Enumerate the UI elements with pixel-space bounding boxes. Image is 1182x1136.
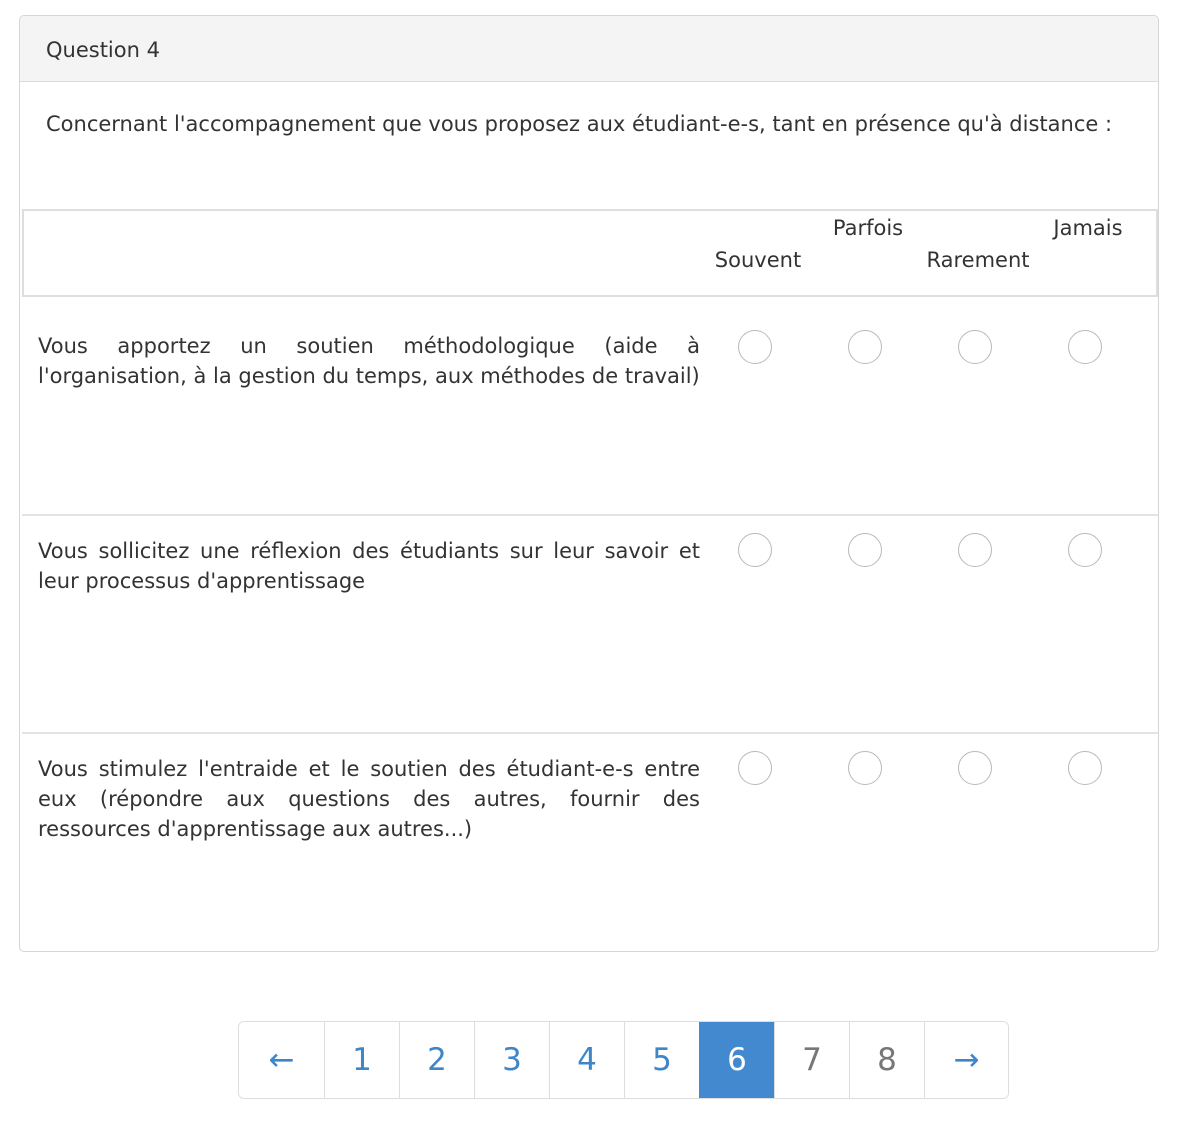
pagination [238,1021,1009,1099]
row-label: Vous sollicitez une réflexion des étudiants sur leur savoir et leur processus d'apprentissage [38,539,700,593]
page-8-button[interactable]: 8 [849,1022,924,1098]
page-5-button[interactable]: 5 [624,1022,699,1098]
column-label-rarement: Rarement [926,248,1030,272]
radio-jamais[interactable] [1068,751,1102,785]
question-panel [19,15,1159,952]
page-2-button[interactable]: 2 [399,1022,474,1098]
question-title: Question 4 [46,38,160,62]
table-row [22,732,1158,951]
table-row [22,297,1158,516]
prev-page-button[interactable]: ← [239,1022,324,1098]
question-intro: Concernant l'accompagnement que vous proposez aux étudiant-e-s, tant en présence qu'à distance : [46,112,1113,136]
page-3-button[interactable]: 3 [474,1022,549,1098]
page-4-button[interactable]: 4 [549,1022,624,1098]
likert-grid [22,209,1158,951]
column-label-jamais: Jamais [1053,216,1123,240]
column-label-parfois: Parfois [832,216,904,240]
radio-parfois[interactable] [848,533,882,567]
radio-souvent[interactable] [738,330,772,364]
radio-parfois[interactable] [848,330,882,364]
row-label: Vous stimulez l'entraide et le soutien des étudiant-e-s entre eux (répondre aux questions des autres, fournir des ressources d'apprentissage aux autres...) [38,757,700,841]
table-row [22,514,1158,733]
radio-souvent[interactable] [738,533,772,567]
row-label: Vous apportez un soutien méthodologique (aide à l'organisation, à la gestion du temps, aux méthodes de travail) [38,334,700,388]
page-7-button[interactable]: 7 [774,1022,849,1098]
grid-header [22,209,1158,297]
radio-jamais[interactable] [1068,330,1102,364]
radio-souvent[interactable] [738,751,772,785]
page-6-button[interactable]: 6 [699,1022,774,1098]
radio-parfois[interactable] [848,751,882,785]
radio-rarement[interactable] [958,533,992,567]
radio-rarement[interactable] [958,330,992,364]
page-1-button[interactable]: 1 [324,1022,399,1098]
radio-jamais[interactable] [1068,533,1102,567]
radio-rarement[interactable] [958,751,992,785]
column-label-souvent: Souvent [714,248,802,272]
panel-heading [20,16,1158,82]
next-page-button[interactable]: → [924,1022,1008,1098]
